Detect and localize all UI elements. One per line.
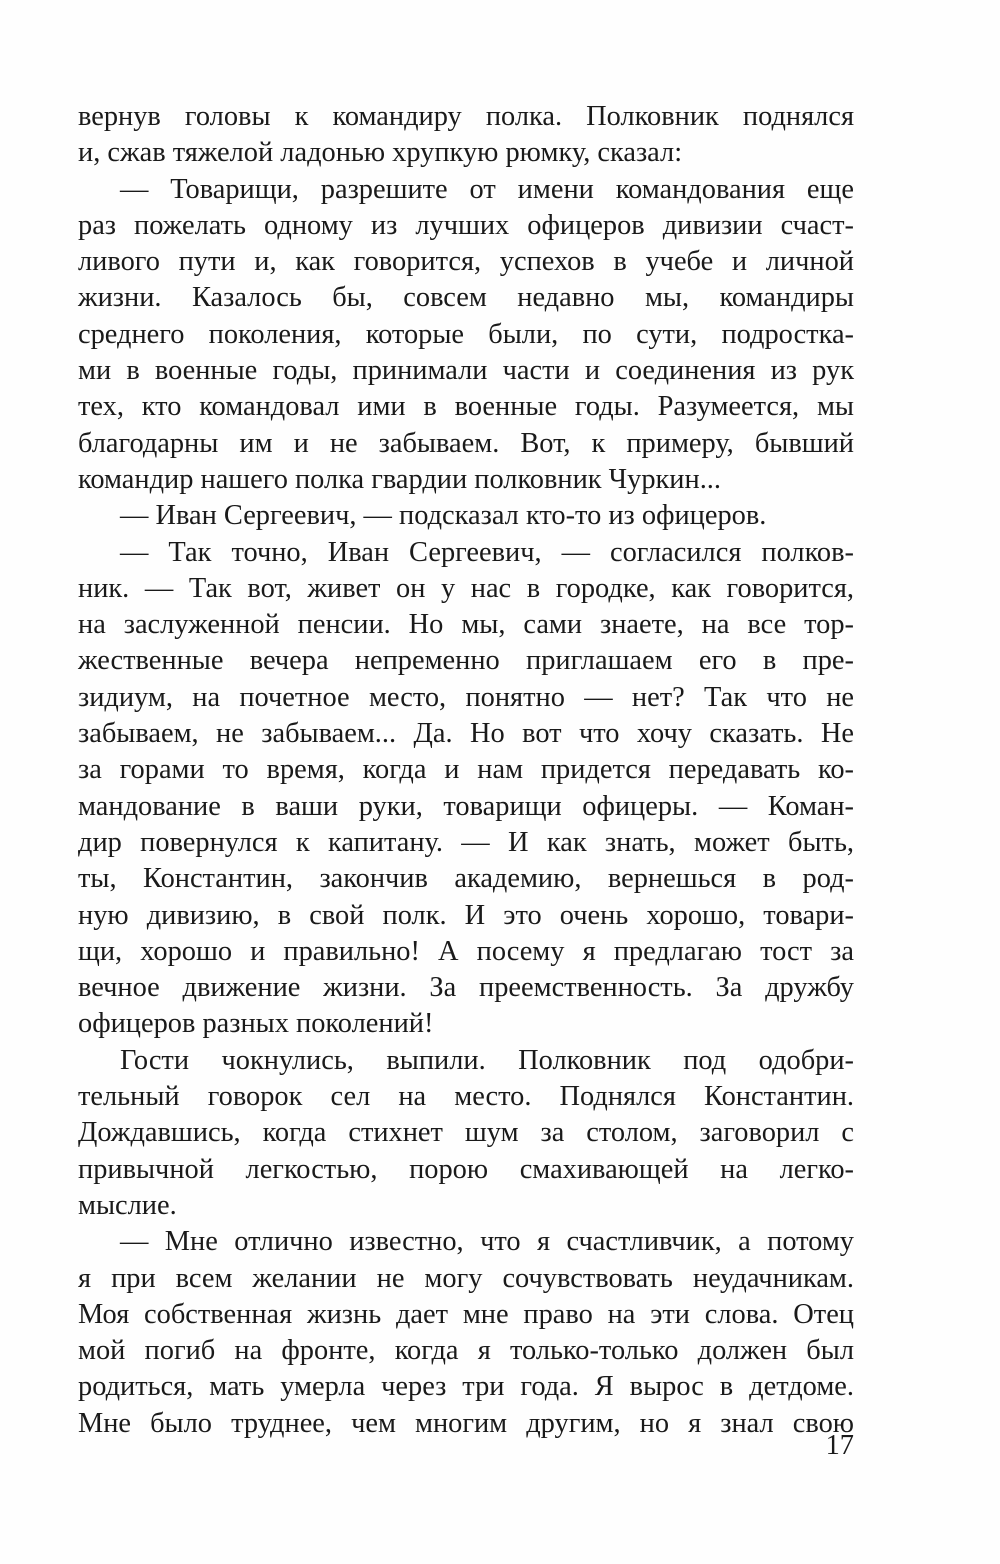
text-line: вечное движение жизни. За преемственность. За дружбу bbox=[78, 972, 854, 1004]
text-line: забываем, не забываем... Да. Но вот что хочу сказать. Не bbox=[78, 718, 854, 750]
text-line: ми в военные годы, принимали части и соединения из рук bbox=[78, 355, 854, 387]
page-number: 17 bbox=[825, 1430, 854, 1461]
text-line: — Иван Сергеевич, — подсказал кто-то из офицеров. bbox=[120, 500, 767, 532]
text-line: и, сжав тяжелой ладонью хрупкую рюмку, сказал: bbox=[78, 137, 683, 169]
text-line: зидиум, на почетное место, понятно — нет? Так что не bbox=[78, 681, 854, 713]
text-line: я при всем желании не могу сочувствовать неудачникам. bbox=[78, 1262, 854, 1294]
text-line: раз пожелать одному из лучших офицеров дивизии счаст- bbox=[78, 209, 854, 241]
text-line: тельный говорок сел на место. Поднялся Константин. bbox=[78, 1081, 854, 1113]
text-line: офицеров разных поколений! bbox=[78, 1008, 434, 1040]
text-line: Моя собственная жизнь дает мне право на эти слова. Отец bbox=[78, 1298, 854, 1330]
text-line: мандование в ваши руки, товарищи офицеры. — Коман- bbox=[78, 790, 854, 822]
text-line: дир повернулся к капитану. — И как знать, может быть, bbox=[78, 826, 854, 858]
text-line: на заслуженной пенсии. Но мы, сами знаете, на все тор- bbox=[78, 609, 854, 641]
text-line: ную дивизию, в свой полк. И это очень хорошо, товари- bbox=[78, 899, 854, 931]
text-line: мыслие. bbox=[78, 1189, 177, 1221]
text-line: Гости чокнулись, выпили. Полковник под одобри- bbox=[120, 1044, 854, 1076]
text-line: щи, хорошо и правильно! А посему я предлагаю тост за bbox=[78, 935, 854, 967]
text-line: Дождавшись, когда стихнет шум за столом, заговорил с bbox=[78, 1117, 854, 1149]
text-line: среднего поколения, которые были, по сути, подростка- bbox=[78, 318, 854, 350]
text-line: — Так точно, Иван Сергеевич, — согласился полков- bbox=[120, 536, 854, 568]
body-text bbox=[78, 99, 854, 1442]
text-line: жественные вечера непременно приглашаем его в пре- bbox=[78, 645, 854, 677]
text-line: ник. — Так вот, живет он у нас в городке, как говорится, bbox=[78, 572, 854, 604]
text-line: тех, кто командовал ими в военные годы. Разумеется, мы bbox=[78, 391, 854, 423]
text-line: ты, Константин, закончив академию, вернешься в род- bbox=[78, 863, 854, 895]
text-line: — Товарищи, разрешите от имени командования еще bbox=[120, 173, 854, 205]
text-line: Мне было труднее, чем многим другим, но я знал свою bbox=[78, 1407, 854, 1439]
text-line: привычной легкостью, порою смахивающей на легко- bbox=[78, 1153, 854, 1185]
text-line: ливого пути и, как говорится, успехов в учебе и личной bbox=[78, 246, 854, 278]
text-line: благодарны им и не забываем. Вот, к примеру, бывший bbox=[78, 427, 854, 459]
text-line: вернув головы к командиру полка. Полковник поднялся bbox=[78, 101, 854, 132]
text-line: — Мне отлично известно, что я счастливчик, а потому bbox=[120, 1226, 854, 1258]
text-line: жизни. Казалось бы, совсем недавно мы, командиры bbox=[78, 282, 854, 314]
text-line: мой погиб на фронте, когда я только-только должен был bbox=[78, 1335, 854, 1367]
text-line: за горами то время, когда и нам придется передавать ко- bbox=[78, 754, 854, 786]
text-line: родиться, мать умерла через три года. Я вырос в детдоме. bbox=[78, 1371, 854, 1403]
text-line: командир нашего полка гвардии полковник Чуркин... bbox=[78, 463, 721, 495]
